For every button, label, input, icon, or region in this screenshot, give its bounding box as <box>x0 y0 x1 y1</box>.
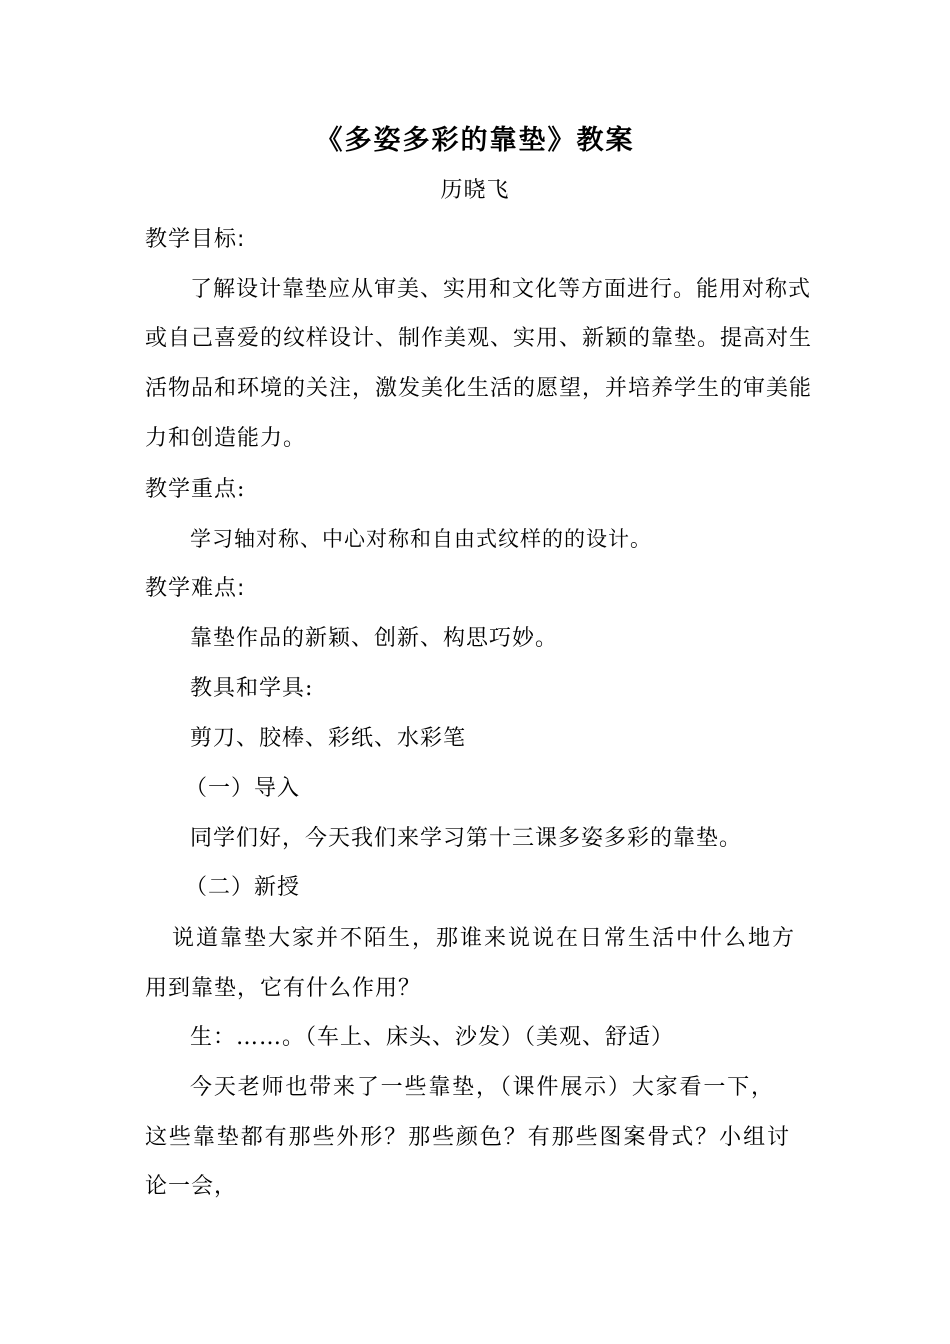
difficulties-text: 靠垫作品的新颖、创新、构思巧妙。 <box>190 626 559 651</box>
tools-text: 剪刀、胶棒、彩纸、水彩笔 <box>190 726 467 751</box>
section2-heading: （二）新授 <box>185 875 301 900</box>
section1-text: 同学们好，今天我们来学习第十三课多姿多彩的靠垫。 <box>190 826 743 851</box>
section2-para2-line-2: 这些靠垫都有那些外形？那些颜色？有那些图案骨式？小组讨 <box>145 1125 790 1150</box>
section2-para2-line-3: 论一会， <box>145 1174 238 1199</box>
section2-para1-line-1: 说道靠垫大家并不陌生，那谁来说说在日常生活中什么地方 <box>172 926 795 951</box>
objectives-line-1: 了解设计靠垫应从审美、实用和文化等方面进行。能用对称式 <box>190 277 812 302</box>
document-title: 《多姿多彩的靠垫》教案 <box>315 125 635 156</box>
key-points-heading: 教学重点: <box>145 477 246 502</box>
objectives-line-3: 活物品和环境的关注，激发美化生活的愿望，并培养学生的审美能 <box>145 376 813 401</box>
tools-heading: 教具和学具: <box>190 676 314 701</box>
section1-heading: （一）导入 <box>185 776 301 801</box>
objectives-heading: 教学目标: <box>145 227 246 252</box>
section2-para2-line-1: 今天老师也带来了一些靠垫，（课件展示）大家看一下， <box>190 1075 774 1100</box>
difficulties-heading: 教学难点: <box>145 576 246 601</box>
objectives-line-4: 力和创造能力。 <box>145 426 307 451</box>
student-answer: 生：……。（车上、床头、沙发）（美观、舒适） <box>190 1025 675 1050</box>
objectives-line-2: 或自己喜爱的纹样设计、制作美观、实用、新颖的靠垫。提高对生 <box>145 326 813 351</box>
section2-para1-line-2: 用到靠垫，它有什么作用？ <box>145 976 422 1001</box>
key-points-text: 学习轴对称、中心对称和自由式纹样的的设计。 <box>190 527 652 551</box>
document-author: 历晓飞 <box>440 178 510 203</box>
